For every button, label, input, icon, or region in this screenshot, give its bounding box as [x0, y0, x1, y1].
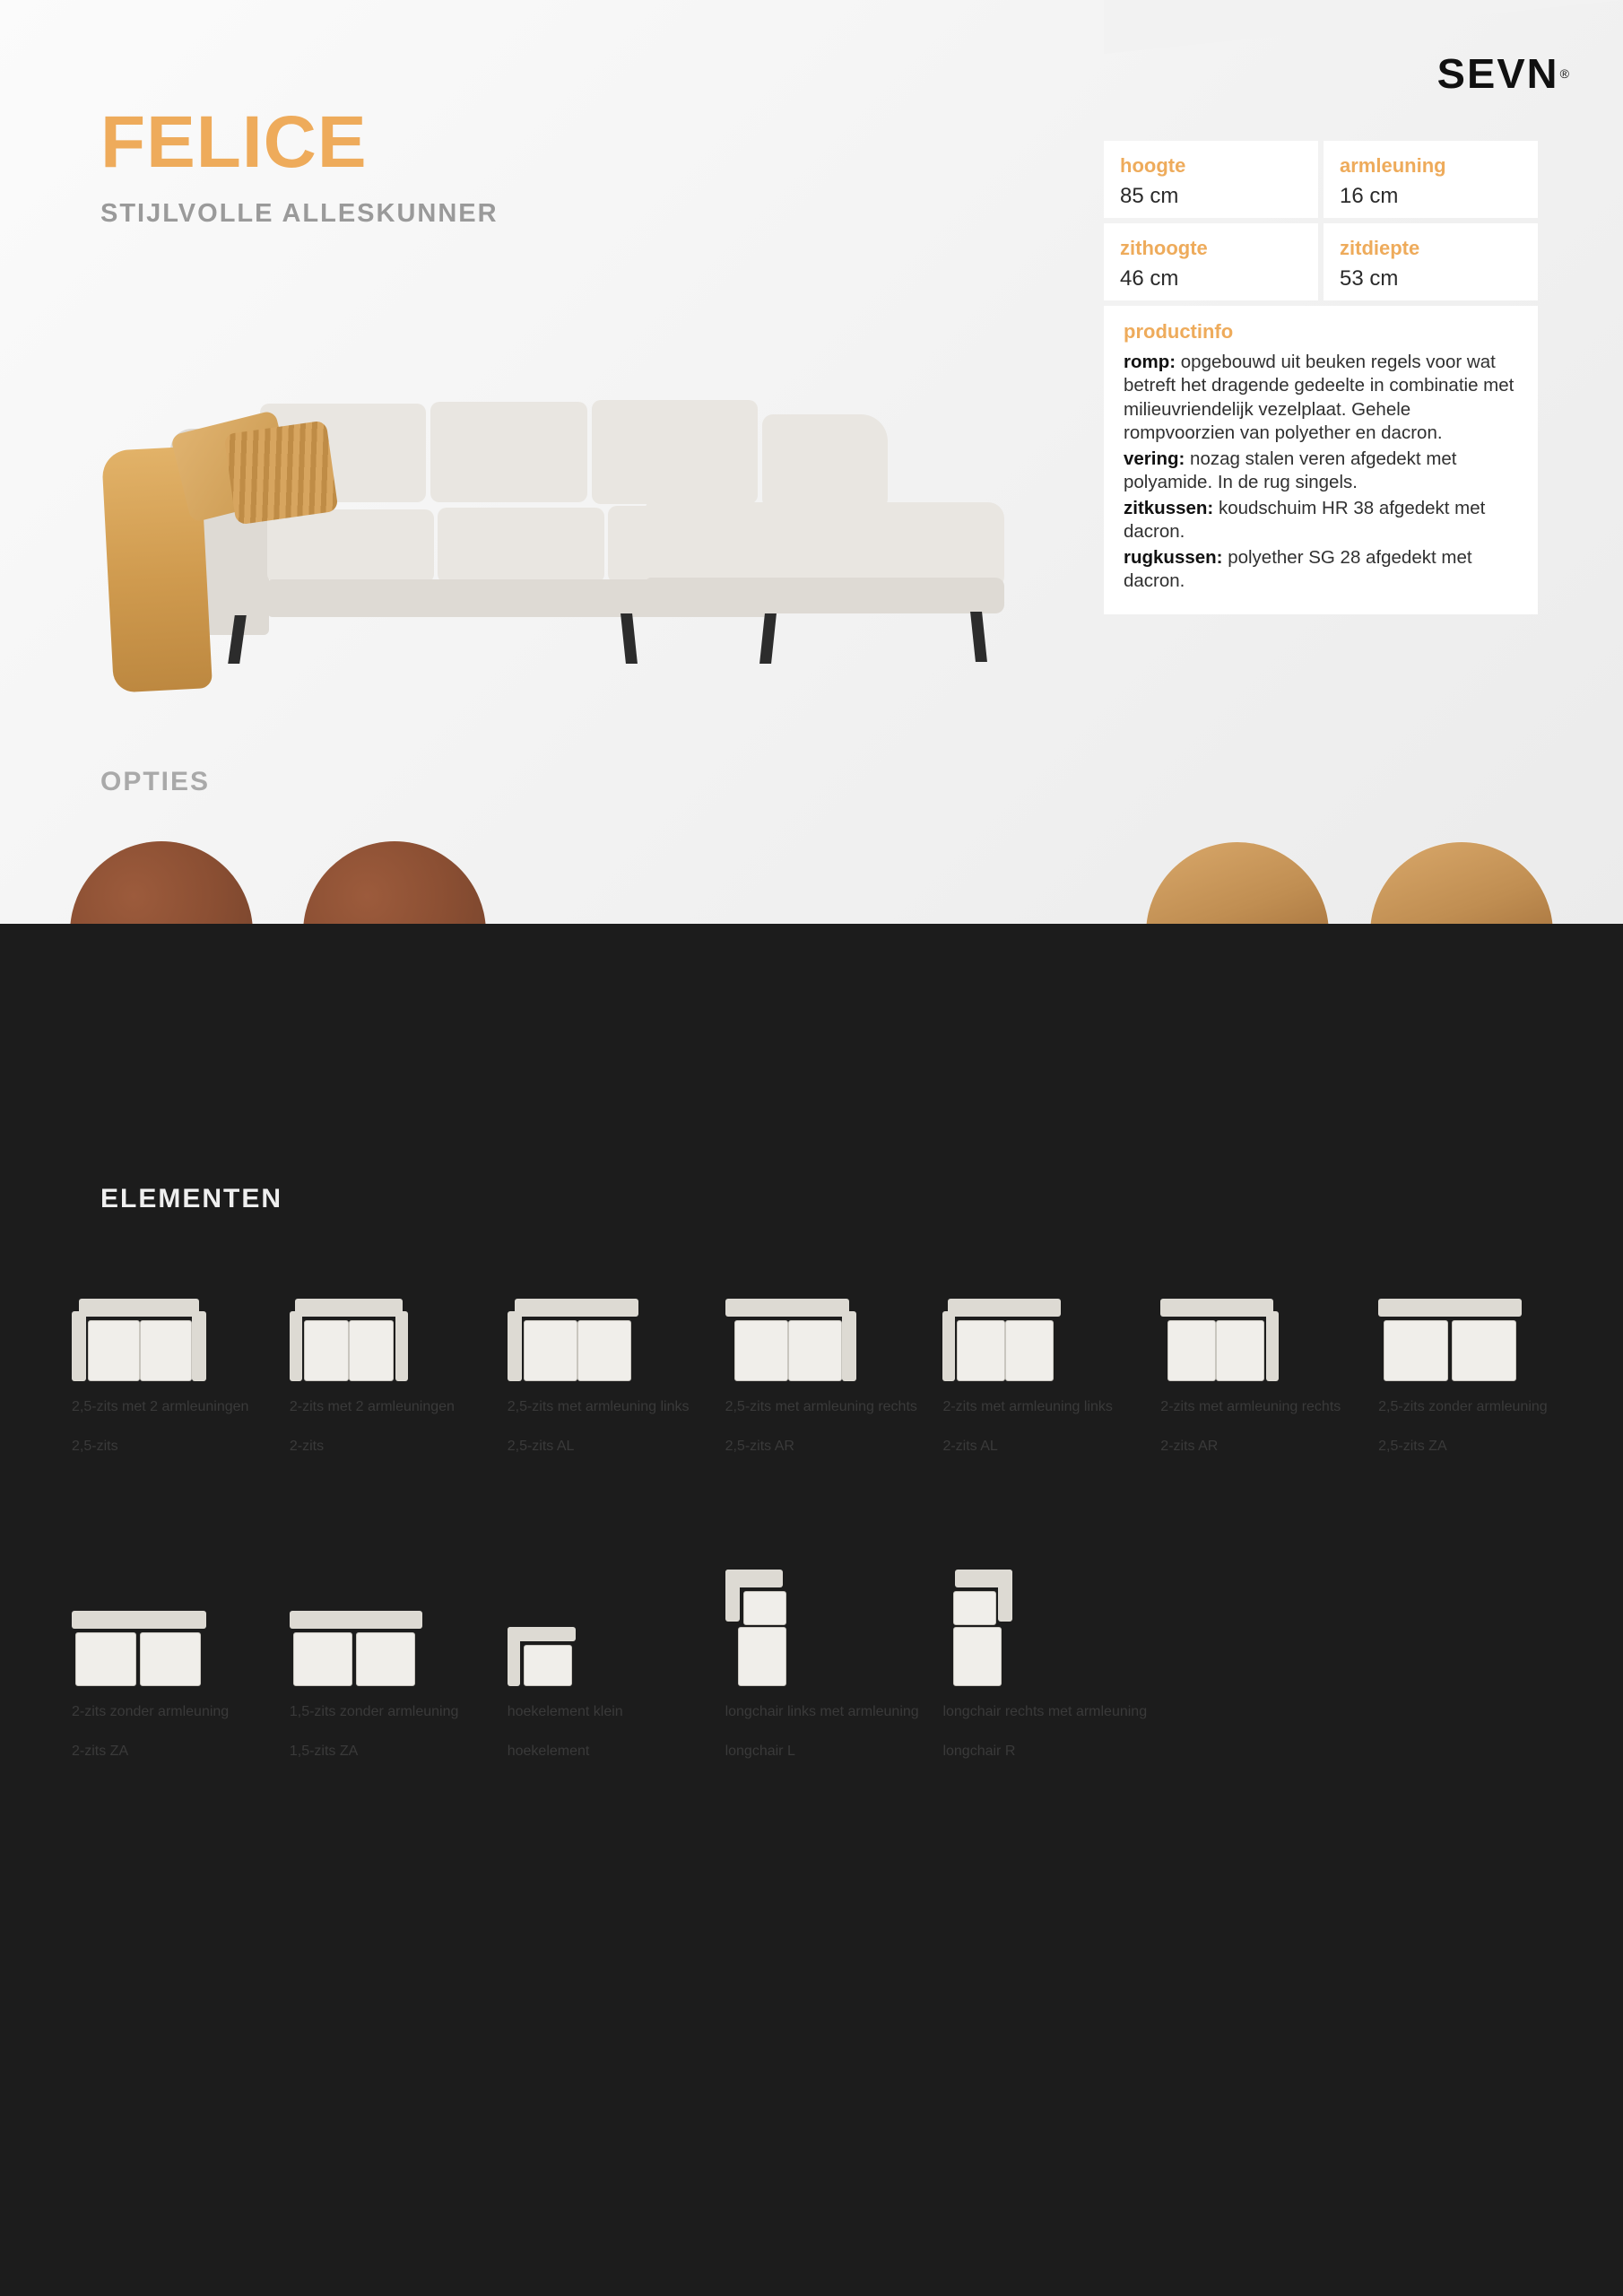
- spec-label: zithoogte: [1120, 237, 1208, 259]
- element-icon-2-5-zits-2-arm: [72, 1299, 206, 1381]
- spec-zithoogte: [1104, 223, 1318, 300]
- elementen-row: [63, 1265, 1587, 1455]
- spec-panel: [1104, 141, 1538, 614]
- element-item[interactable]: [499, 1265, 716, 1455]
- element-code: 2,5-zits: [72, 1439, 118, 1454]
- elementen-heading: ELEMENTEN: [100, 1184, 283, 1213]
- element-caption: 2-zits met armleuning rechts: [1160, 1399, 1341, 1414]
- opties-heading: OPTIES: [100, 767, 211, 796]
- element-item[interactable]: [281, 1570, 499, 1760]
- productinfo-romp: [1124, 351, 1518, 446]
- spec-zitdiepte: [1324, 223, 1538, 300]
- element-caption: 2-zits met 2 armleuningen: [289, 1399, 455, 1414]
- element-icon-longchair-links: [725, 1570, 795, 1686]
- element-code: 2-zits AL: [942, 1439, 998, 1454]
- spec-label: zitdiepte: [1340, 237, 1420, 259]
- element-item[interactable]: [281, 1265, 499, 1455]
- spec-label: armleuning: [1340, 154, 1446, 177]
- element-icon-2-zits-arm-rechts: [1160, 1299, 1279, 1381]
- element-caption: 2-zits zonder armleuning: [72, 1704, 230, 1719]
- spec-value: 53 cm: [1340, 266, 1399, 291]
- sofa-back-cushion: [592, 400, 758, 504]
- brand-registered-mark: ®: [1559, 66, 1569, 81]
- element-icon-longchair-rechts: [942, 1570, 1012, 1686]
- page-title: FELICE: [100, 101, 368, 183]
- element-icon-2-5-zits-zonder-arm: [1378, 1299, 1522, 1381]
- element-icon-2-5-zits-arm-links: [508, 1299, 638, 1381]
- sofa-leg: [759, 613, 777, 664]
- spec-label: hoogte: [1120, 154, 1186, 177]
- sofa-seat-cushion: [267, 509, 434, 583]
- element-item[interactable]: [716, 1265, 934, 1455]
- element-code: 2-zits AR: [1160, 1439, 1219, 1454]
- element-item[interactable]: [933, 1265, 1151, 1455]
- element-caption: 2,5-zits zonder armleuning: [1378, 1399, 1548, 1414]
- productinfo-vering-text: nozag stalen veren afgedekt met polyamide. In de rug singels.: [1124, 448, 1457, 493]
- brand-logo: [1345, 47, 1569, 100]
- productinfo-rugkussen: [1124, 546, 1518, 594]
- element-caption: 2,5-zits met 2 armleuningen: [72, 1399, 249, 1414]
- element-code: longchair L: [725, 1744, 795, 1759]
- element-item[interactable]: [716, 1552, 934, 1760]
- productinfo-zitkussen-text: koudschuim HR 38 afgedekt met dacron.: [1124, 497, 1486, 543]
- productinfo-box: [1104, 306, 1538, 614]
- title-block: [100, 101, 499, 229]
- productinfo-vering-label: vering:: [1124, 448, 1185, 469]
- spec-grid: [1104, 141, 1538, 300]
- element-code: 2-zits ZA: [72, 1744, 129, 1759]
- productinfo-title: productinfo: [1124, 320, 1234, 343]
- productinfo-vering: [1124, 448, 1518, 495]
- top-light-section: [0, 0, 1623, 924]
- element-caption: 2,5-zits met armleuning rechts: [725, 1399, 917, 1414]
- element-code: hoekelement: [507, 1744, 590, 1759]
- element-code: 2,5-zits AR: [725, 1439, 794, 1454]
- elementen-row: [63, 1552, 1587, 1760]
- element-item[interactable]: [63, 1570, 281, 1760]
- element-caption: 1,5-zits zonder armleuning: [289, 1704, 459, 1719]
- productinfo-romp-text: opgebouwd uit beuken regels voor wat betreft het dragende gedeelte in combinatie met milieuvriendelijk vezelplaat. Gehele rompvoorzien van polyether en dacron.: [1124, 352, 1515, 444]
- sofa-back-cushion: [430, 402, 587, 502]
- productinfo-romp-label: romp:: [1124, 352, 1176, 372]
- element-code: longchair R: [942, 1744, 1016, 1759]
- sofa-seat-cushion: [438, 508, 604, 583]
- element-caption: hoekelement klein: [507, 1704, 623, 1719]
- element-code: 2,5-zits ZA: [1378, 1439, 1447, 1454]
- element-code: 2,5-zits AL: [507, 1439, 575, 1454]
- element-item[interactable]: [933, 1552, 1151, 1760]
- sofa-leg: [621, 613, 638, 664]
- elementen-grid: [63, 1265, 1587, 1760]
- element-item[interactable]: [499, 1570, 716, 1760]
- spec-value: 85 cm: [1120, 184, 1179, 208]
- productinfo-zitkussen-label: zitkussen:: [1124, 497, 1214, 518]
- element-code: 1,5-zits ZA: [289, 1744, 359, 1759]
- productinfo-zitkussen: [1124, 497, 1518, 544]
- product-hero-image: [54, 395, 959, 700]
- spec-value: 16 cm: [1340, 184, 1399, 208]
- element-item[interactable]: [1369, 1265, 1587, 1455]
- element-item[interactable]: [1151, 1265, 1369, 1455]
- element-icon-1-5-zits-zonder-arm: [290, 1611, 422, 1686]
- productinfo-rugkussen-text: polyether SG 28 afgedekt met dacron.: [1124, 546, 1472, 591]
- productinfo-rugkussen-label: rugkussen:: [1124, 546, 1223, 568]
- element-caption: longchair links met armleuning: [725, 1704, 919, 1719]
- element-caption: 2-zits met armleuning links: [942, 1399, 1113, 1414]
- element-code: 2-zits: [289, 1439, 325, 1454]
- sofa-chaise-frame: [646, 578, 1004, 613]
- element-caption: 2,5-zits met armleuning links: [507, 1399, 690, 1414]
- spec-hoogte: [1104, 141, 1318, 218]
- sofa-pillow: [223, 420, 338, 525]
- element-icon-2-zits-2-arm: [290, 1299, 408, 1381]
- spec-armleuning: [1324, 141, 1538, 218]
- element-caption: longchair rechts met armleuning: [942, 1704, 1148, 1719]
- sofa-leg: [970, 612, 987, 662]
- sofa-back-cushion: [762, 414, 888, 508]
- brand-logo-text: SEVN: [1437, 50, 1560, 97]
- element-icon-hoekelement: [508, 1627, 576, 1686]
- element-item[interactable]: [63, 1265, 281, 1455]
- element-icon-2-5-zits-arm-rechts: [725, 1299, 856, 1381]
- element-icon-2-zits-arm-links: [942, 1299, 1061, 1381]
- page-subtitle: STIJLVOLLE ALLESKUNNER: [100, 199, 499, 228]
- spec-value: 46 cm: [1120, 266, 1179, 291]
- element-icon-2-zits-zonder-arm: [72, 1611, 206, 1686]
